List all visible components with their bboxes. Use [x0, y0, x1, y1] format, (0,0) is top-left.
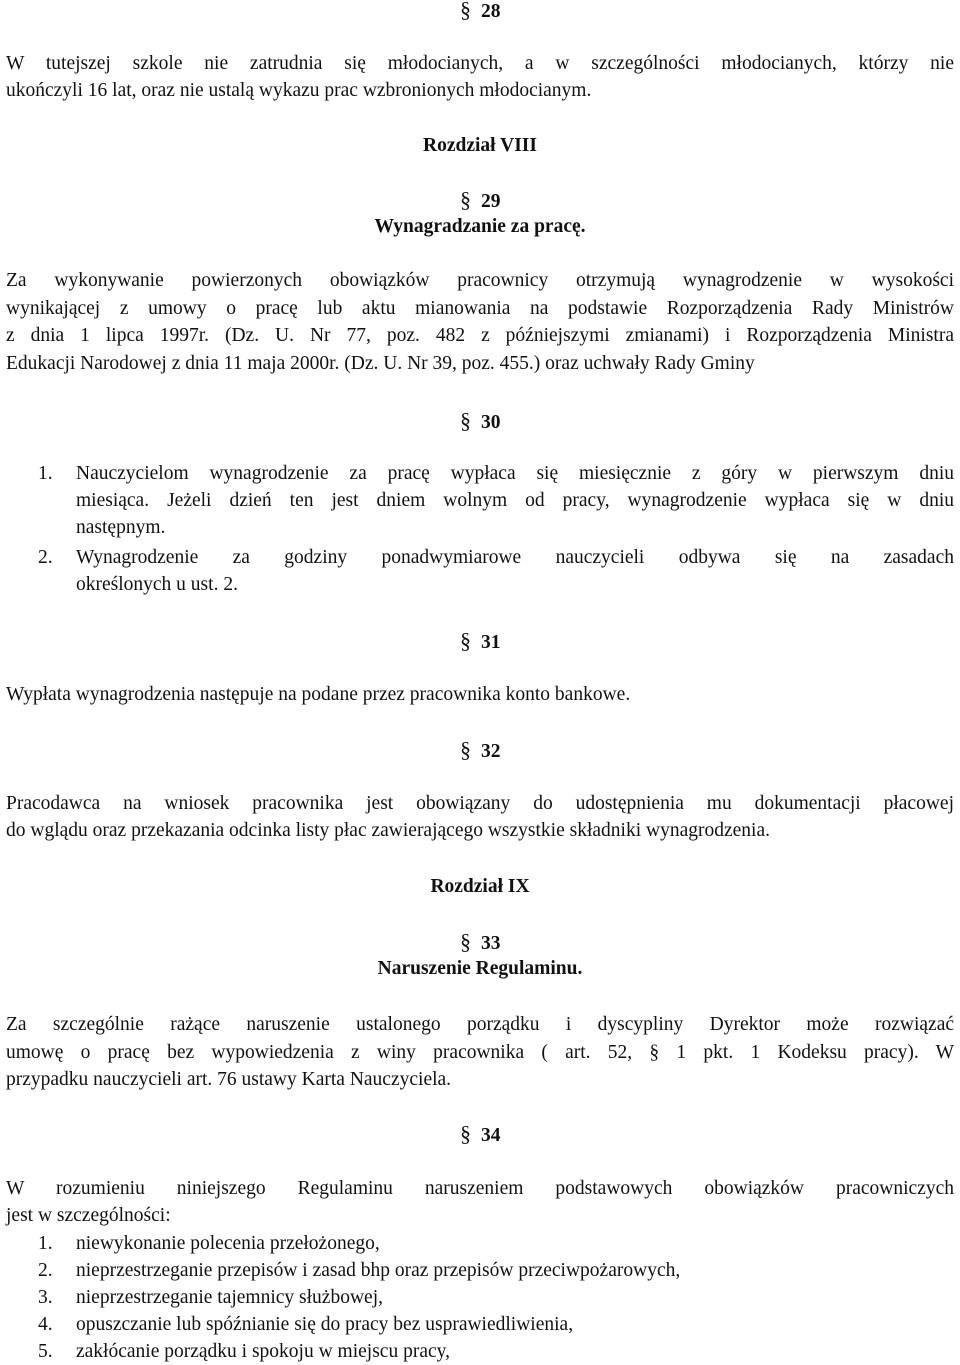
section-33-title: Naruszenie Regulaminu.	[377, 958, 583, 979]
paragraph-29-line: Za wykonywanie powierzonych obowiązków pracownicy otrzymują wynagrodzenie w wysokości	[6, 270, 954, 291]
section-sign-icon: §	[460, 1121, 471, 1146]
paragraph-30-line: określonych u ust. 2.	[76, 574, 238, 595]
list-item-number: 3.	[38, 1287, 53, 1308]
section-sign-icon: §	[460, 0, 471, 22]
paragraph-34-line: jest w szczególności:	[6, 1205, 171, 1226]
paragraph-28-line: W tutejszej szkole nie zatrudnia się młodocianych, a w szczególności młodocianych, którzy nie	[6, 53, 954, 74]
list-item-text: zakłócanie porządku i spokoju w miejscu pracy,	[76, 1341, 450, 1362]
list-item-number: 1.	[38, 1233, 53, 1254]
paragraph-33-line: przypadku nauczycieli art. 76 ustawy Karta Nauczyciela.	[6, 1069, 452, 1090]
section-sign-icon: §	[460, 408, 471, 433]
section-32-heading: § 32	[460, 737, 501, 762]
paragraph-29-line: Edukacji Narodowej z dnia 11 maja 2000r. (Dz. U. Nr 39, poz. 455.) oraz uchwały Rady Gminy	[6, 353, 755, 374]
section-28-heading: § 28	[460, 0, 501, 25]
paragraph-29-line: z dnia 1 lipca 1997r. (Dz. U. Nr 77, poz. 482 z późniejszymi zmianami) i Rozporządzenia Ministra	[6, 325, 954, 346]
section-sign-icon: §	[460, 929, 471, 954]
paragraph-32-line: do wglądu oraz przekazania odcinka listy płac zawierającego wszystkie składniki wynagrodzenia.	[6, 820, 770, 841]
paragraph-28-line: ukończyli 16 lat, oraz nie ustalą wykazu prac wzbronionych młodocianym.	[6, 80, 592, 101]
paragraph-30-line: Wynagrodzenie za godziny ponadwymiarowe nauczycieli odbywa się na zasadach	[76, 547, 954, 568]
chapter-8-heading: Rozdział VIII	[423, 135, 537, 156]
paragraph-30-line: Nauczycielom wynagrodzenie za pracę wypłaca się miesięcznie z góry w pierwszym dniu	[76, 463, 954, 484]
section-29-title: Wynagradzanie za pracę.	[374, 216, 586, 237]
paragraph-31: Wypłata wynagrodzenia następuje na podane przez pracownika konto bankowe.	[6, 684, 631, 705]
paragraph-33-line: Za szczególnie rażące naruszenie ustalonego porządku i dyscypliny Dyrektor może rozwiązać	[6, 1014, 954, 1035]
section-sign-icon: §	[460, 737, 471, 762]
section-34-heading: § 34	[460, 1121, 501, 1146]
chapter-9-heading: Rozdział IX	[430, 876, 530, 897]
paragraph-29-line: wynikającej z umowy o pracę lub aktu mianowania na podstawie Rozporządzenia Rady Ministrów	[6, 298, 954, 319]
list-item-text: niewykonanie polecenia przełożonego,	[76, 1233, 380, 1254]
section-sign-icon: §	[460, 187, 471, 212]
list-item-number: 2.	[38, 1260, 53, 1281]
section-29-heading: § 29	[460, 187, 501, 212]
list-item-number: 1.	[38, 463, 53, 484]
section-sign-icon: §	[460, 628, 471, 653]
list-item-text: nieprzestrzeganie przepisów i zasad bhp oraz przepisów przeciwpożarowych,	[76, 1260, 681, 1281]
paragraph-34-line: W rozumieniu niniejszego Regulaminu naruszeniem podstawowych obowiązków pracowniczych	[6, 1178, 954, 1199]
paragraph-33-line: umowę o pracę bez wypowiedzenia z winy pracownika ( art. 52, § 1 pkt. 1 Kodeksu pracy). W	[6, 1042, 954, 1063]
list-item-number: 4.	[38, 1314, 53, 1335]
paragraph-30-line: następnym.	[76, 517, 166, 538]
section-30-heading: § 30	[460, 408, 501, 433]
paragraph-32-line: Pracodawca na wniosek pracownika jest obowiązany do udostępnienia mu dokumentacji płacowej	[6, 793, 954, 814]
section-31-heading: § 31	[460, 628, 501, 653]
paragraph-30-line: miesiąca. Jeżeli dzień ten jest dniem wolnym od pracy, wynagrodzenie wypłaca się w dniu	[76, 490, 954, 511]
list-item-number: 2.	[38, 547, 53, 568]
list-item-number: 5.	[38, 1341, 53, 1362]
section-33-heading: § 33	[460, 929, 501, 954]
list-item-text: opuszczanie lub spóźnianie się do pracy bez usprawiedliwienia,	[76, 1314, 574, 1335]
list-item-text: nieprzestrzeganie tajemnicy służbowej,	[76, 1287, 383, 1308]
